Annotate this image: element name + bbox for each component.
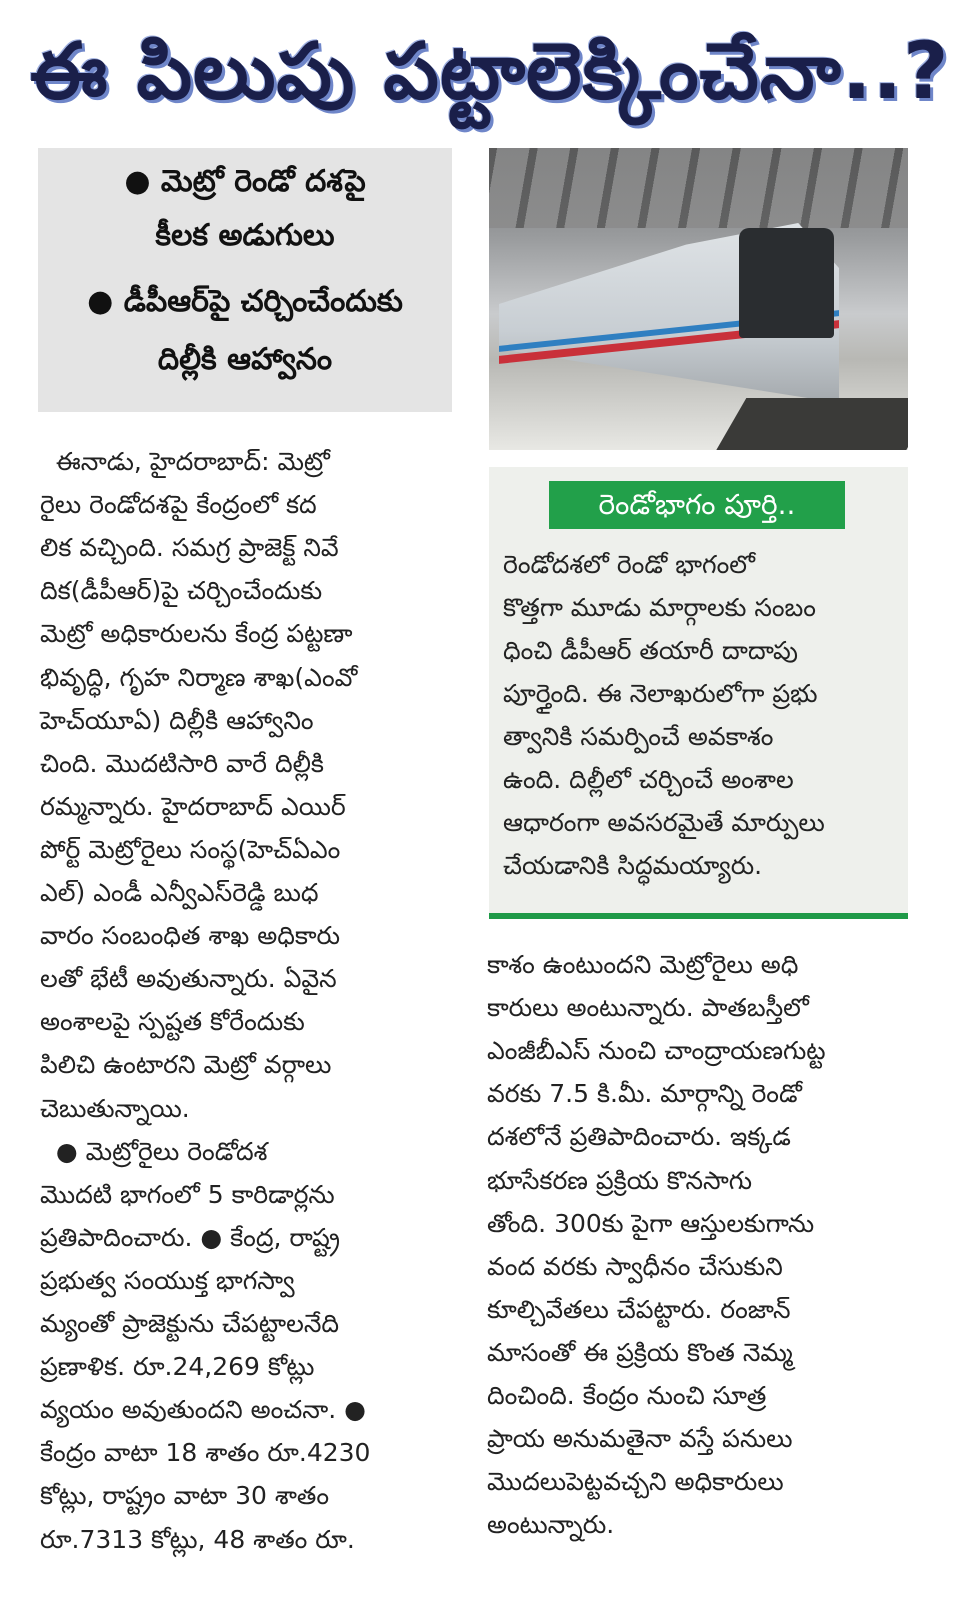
text-line: కారులు అంటున్నారు. పాతబస్తీలో	[487, 993, 809, 1023]
text-line: మెట్రో అధికారులను కేంద్ర పట్టణా	[40, 619, 353, 649]
metro-train-photo	[489, 148, 908, 450]
text-line: దిక(డీపీఆర్)పై చర్చించేందుకు	[40, 576, 323, 606]
text-line: మ్యంతో ప్రాజెక్టును చేపట్టాలనేది	[40, 1309, 340, 1338]
text-line: ఎంజీబీఎస్ నుంచి చాంద్రాయణగుట్ట	[487, 1036, 826, 1066]
text-line: ● మెట్రోరైలు రెండోదశ	[40, 1136, 268, 1166]
text-line: రెండోదశలో రెండో భాగంలో	[503, 550, 755, 579]
text-line: వారం సంబంధిత శాఖ అధికారు	[40, 921, 341, 951]
text-line: ఈనాడు, హైదరాబాద్: మెట్రో	[40, 447, 330, 476]
headline: ఈ పిలుపు పట్టాలెక్కించేనా..?	[30, 27, 950, 117]
deck-line: కీలక అడుగులు	[155, 218, 335, 253]
text-line: హెచ్‌యూఏ) దిల్లీకి ఆహ్వానిం	[40, 705, 314, 735]
text-line: ఉంది. దిల్లీలో చర్చించే అంశాల	[503, 765, 794, 794]
text-line: అంటున్నారు.	[487, 1510, 615, 1540]
text-line: పిలిచి ఉంటారని మెట్రో వర్గాలు	[40, 1050, 332, 1080]
text-line: దశలోనే ప్రతిపాదించారు. ఇక్కడ	[487, 1122, 791, 1152]
text-line: లిక వచ్చింది. సమగ్ర ప్రాజెక్ట్ నివే	[40, 533, 339, 563]
text-line: భూసేకరణ ప్రక్రియ కొనసాగు	[487, 1165, 753, 1195]
text-line: రమ్మన్నారు. హైదరాబాద్ ఎయిర్	[40, 791, 346, 821]
text-line: త్వానికి సమర్పించే అవకాశం	[503, 722, 774, 751]
deck-line: దిల్లీకి ఆహ్వానం	[157, 342, 333, 377]
text-line: వరకు 7.5 కి.మీ. మార్గాన్ని రెండో	[487, 1079, 802, 1109]
text-line: వ్యయం అవుతుందని అంచనా. ●	[40, 1395, 366, 1425]
text-line: కేంద్రం వాటా 18 శాతం రూ.4230	[40, 1438, 371, 1468]
text-line: కూల్చివేతలు చేపట్టారు. రంజాన్	[487, 1294, 791, 1324]
text-line: ఎల్) ఎండీ ఎన్వీఎస్‌రెడ్డి బుధ	[40, 878, 319, 907]
text-line: ఆధారంగా అవసరమైతే మార్పులు	[503, 808, 825, 837]
text-line: పూర్తైంది. ఈ నెలాఖరులోగా ప్రభు	[503, 679, 818, 708]
text-line: మొదటి భాగంలో 5 కారిడార్లను	[40, 1179, 335, 1209]
text-line: మాసంతో ఈ ప్రక్రియ కొంత నెమ్మ	[487, 1337, 793, 1367]
text-line: లతో భేటీ అవుతున్నారు. ఏవైన	[40, 964, 337, 994]
text-line: భివృద్ధి, గృహ నిర్మాణ శాఖ(ఎంవో	[40, 662, 358, 692]
text-line: కాశం ఉంటుందని మెట్రోరైలు అధి	[487, 950, 799, 979]
text-line: ప్రణాళిక. రూ.24,269 కోట్లు	[40, 1352, 315, 1382]
text-line: కొత్తగా మూడు మార్గాలకు సంబం	[503, 593, 816, 622]
text-line: రైలు రెండోదశపై కేంద్రంలో కద	[40, 490, 317, 520]
text-line: దించింది. కేంద్రం నుంచి సూత్ర	[487, 1381, 767, 1410]
text-line: వంద వరకు స్వాధీనం చేసుకుని	[487, 1251, 783, 1281]
deck-box	[38, 148, 452, 412]
text-line: పోర్ట్ మెట్రోరైలు సంస్థ(హెచ్ఏఎం	[40, 834, 341, 864]
text-line: అంశాలపై స్పష్టత కోరేందుకు	[40, 1007, 305, 1037]
text-line: ప్రాయ అనుమతైనా వస్తే పనులు	[487, 1424, 793, 1454]
sidebar-heading: రెండోభాగం పూర్తి..	[549, 481, 845, 529]
text-line: ప్రభుత్వ సంయుక్త భాగస్వా	[40, 1265, 295, 1295]
deck-line: ● డీపీఆర్‌పై చర్చించేందుకు	[87, 284, 403, 319]
track	[712, 398, 908, 450]
sidebar-box	[489, 467, 908, 919]
text-line: కోట్లు, రాష్ట్రం వాటా 30 శాతం	[40, 1481, 329, 1511]
station-roof	[489, 148, 908, 228]
text-line: చింది. మొదటిసారి వారే దిల్లీకి	[40, 748, 324, 778]
text-line: ప్రతిపాదించారు. ● కేంద్ర, రాష్ట్ర	[40, 1222, 340, 1252]
text-line: చెబుతున్నాయి.	[40, 1093, 190, 1123]
deck-line: ● మెట్రో రెండో దశపై	[124, 164, 366, 199]
text-line: రూ.7313 కోట్లు, 48 శాతం రూ.	[40, 1524, 355, 1554]
text-line: ధించి డీపీఆర్ తయారీ దాదాపు	[503, 636, 798, 665]
text-line: చేయడానికి సిద్ధమయ్యారు.	[503, 851, 763, 880]
text-line: తోంది. 300కు పైగా ఆస్తులకుగాను	[487, 1208, 815, 1238]
text-line: మొదలుపెట్టవచ్చని అధికారులు	[487, 1467, 784, 1497]
train-windshield	[739, 228, 834, 338]
